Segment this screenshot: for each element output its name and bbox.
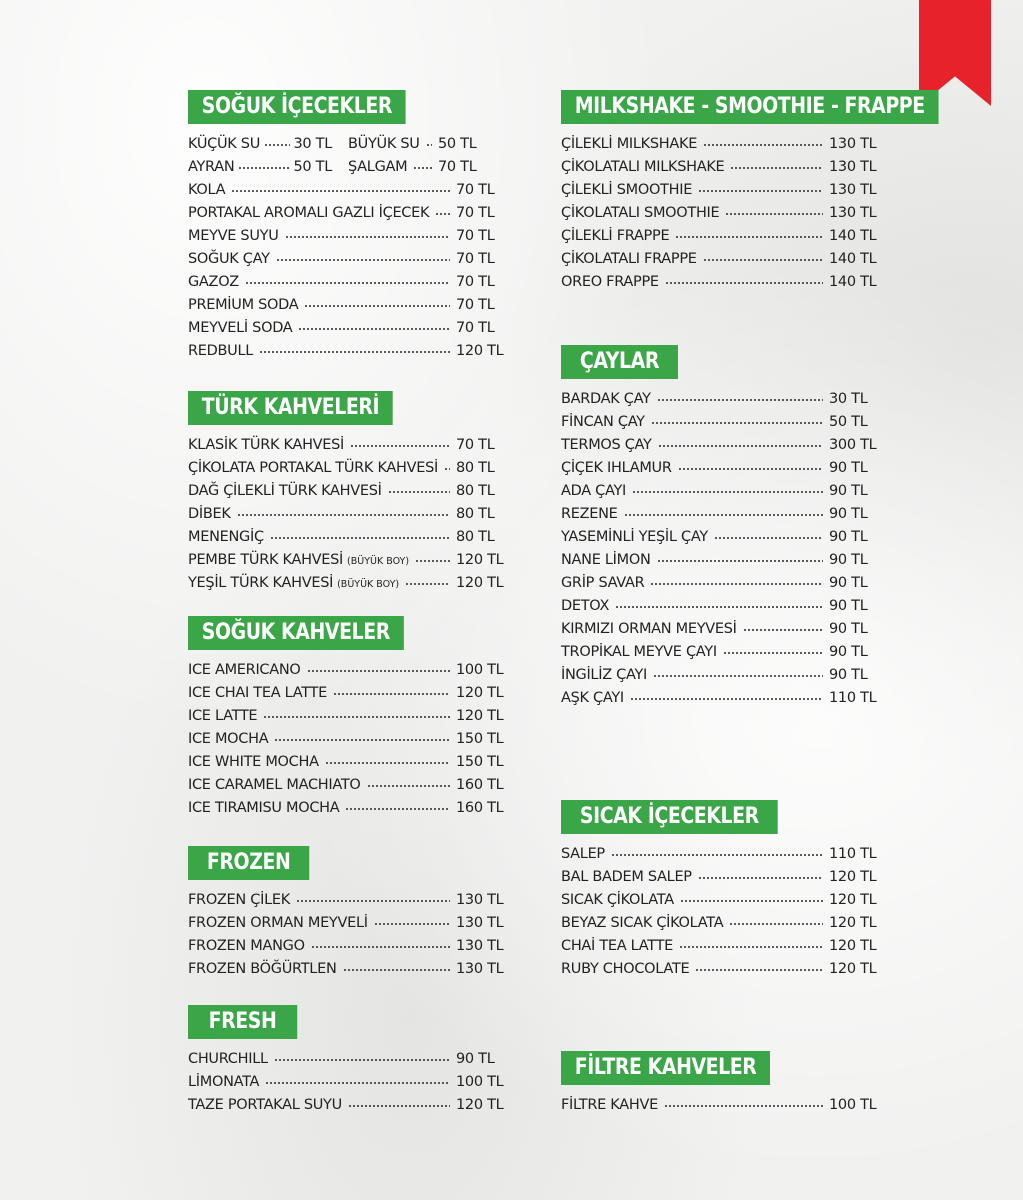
item-name: OREO FRAPPE bbox=[561, 274, 659, 290]
section-heading: FİLTRE KAHVELER bbox=[561, 1051, 770, 1085]
item-price: 90 TL bbox=[829, 667, 868, 683]
item-name: GAZOZ bbox=[188, 274, 239, 290]
item-name: LİMONATA bbox=[188, 1074, 260, 1090]
menu-item bbox=[561, 503, 891, 526]
item-price: 130 TL bbox=[456, 892, 504, 908]
dot-leader bbox=[296, 900, 450, 902]
item-price: 120 TL bbox=[829, 892, 877, 908]
menu-item bbox=[188, 179, 518, 202]
menu-section-cold-coffee bbox=[188, 616, 518, 820]
item-price: 120 TL bbox=[456, 685, 504, 701]
menu-item-pair bbox=[188, 156, 500, 179]
dot-leader bbox=[435, 213, 450, 215]
item-price: 120 TL bbox=[829, 961, 877, 977]
dot-leader bbox=[350, 445, 450, 447]
item-name: ICE AMERICANO bbox=[188, 662, 301, 678]
item-name: ÇİLEKLİ MILKSHAKE bbox=[561, 136, 698, 152]
dot-leader bbox=[714, 537, 823, 539]
menu-item bbox=[561, 687, 891, 710]
menu-section-turkish-coffee bbox=[188, 391, 518, 595]
item-price: 70 TL bbox=[456, 205, 495, 221]
dot-leader bbox=[611, 854, 823, 856]
item-name: PREMİUM SODA bbox=[188, 297, 299, 313]
dot-leader bbox=[664, 1105, 823, 1107]
item-name: ICE CHAI TEA LATTE bbox=[188, 685, 327, 701]
item-price: 120 TL bbox=[456, 552, 504, 568]
menu-item bbox=[188, 912, 518, 935]
menu-item bbox=[561, 912, 891, 935]
item-price: 100 TL bbox=[829, 1097, 877, 1113]
menu-item bbox=[561, 179, 891, 202]
item-price: 140 TL bbox=[829, 228, 877, 244]
item-name: YEŞİL TÜRK KAHVESİ bbox=[188, 575, 334, 591]
dot-leader bbox=[325, 762, 450, 764]
menu-item bbox=[188, 225, 518, 248]
item-name: SOĞUK ÇAY bbox=[188, 251, 270, 267]
dot-leader bbox=[415, 560, 450, 562]
dot-leader bbox=[274, 739, 450, 741]
item-name: ÇİKOLATA PORTAKAL TÜRK KAHVESİ bbox=[188, 460, 438, 476]
dot-leader bbox=[298, 328, 450, 330]
dot-leader bbox=[725, 213, 823, 215]
item-name: AYRAN bbox=[188, 159, 235, 175]
item-name: CHURCHILL bbox=[188, 1051, 268, 1067]
item-name: PORTAKAL AROMALI GAZLI İÇECEK bbox=[188, 205, 430, 221]
menu-section-filter-coffee bbox=[561, 1051, 891, 1117]
item-price: 70 TL bbox=[438, 159, 477, 175]
item-name: DİBEK bbox=[188, 506, 231, 522]
menu-item bbox=[188, 958, 518, 981]
dot-leader bbox=[367, 785, 450, 787]
dot-leader bbox=[259, 351, 450, 353]
item-price: 90 TL bbox=[829, 598, 868, 614]
dot-leader bbox=[388, 491, 450, 493]
dot-leader bbox=[657, 560, 823, 562]
dot-leader bbox=[265, 1082, 450, 1084]
item-price: 150 TL bbox=[456, 731, 504, 747]
item-price: 50 TL bbox=[438, 136, 477, 152]
section-heading: TÜRK KAHVELERİ bbox=[188, 391, 393, 425]
item-name: ÇİLEKLİ FRAPPE bbox=[561, 228, 670, 244]
menu-item bbox=[188, 889, 518, 912]
dot-leader bbox=[665, 282, 823, 284]
dot-leader bbox=[632, 491, 823, 493]
item-name: KOLA bbox=[188, 182, 226, 198]
item-price: 70 TL bbox=[456, 251, 495, 267]
item-name: TAZE PORTAKAL SUYU bbox=[188, 1097, 342, 1113]
dot-leader bbox=[680, 900, 823, 902]
item-size-note: (BÜYÜK BOY) bbox=[347, 556, 410, 567]
item-price: 110 TL bbox=[829, 690, 877, 706]
item-name: FROZEN ORMAN MEYVELİ bbox=[188, 915, 368, 931]
menu-item bbox=[561, 202, 891, 225]
item-name: MENENGİÇ bbox=[188, 529, 264, 545]
menu-item bbox=[188, 340, 518, 363]
menu-item bbox=[561, 664, 891, 687]
menu-item bbox=[561, 225, 891, 248]
item-name: AŞK ÇAYI bbox=[561, 690, 624, 706]
item-price: 90 TL bbox=[829, 644, 868, 660]
dot-leader bbox=[231, 190, 450, 192]
item-name: YASEMİNLİ YEŞİL ÇAY bbox=[561, 529, 708, 545]
item-name: SICAK ÇİKOLATA bbox=[561, 892, 674, 908]
dot-leader bbox=[311, 946, 450, 948]
item-price: 130 TL bbox=[829, 136, 877, 152]
item-price: 140 TL bbox=[829, 274, 877, 290]
item-name: TROPİKAL MEYVE ÇAYI bbox=[561, 644, 717, 660]
dot-leader bbox=[657, 399, 823, 401]
dot-leader bbox=[679, 946, 823, 948]
menu-item bbox=[561, 156, 891, 179]
item-price: 90 TL bbox=[829, 552, 868, 568]
menu-item bbox=[188, 1094, 518, 1117]
section-heading: FROZEN bbox=[188, 846, 309, 880]
dot-leader bbox=[743, 629, 823, 631]
dot-leader bbox=[444, 468, 450, 470]
item-name: ÇİÇEK IHLAMUR bbox=[561, 460, 672, 476]
dot-leader bbox=[413, 167, 432, 169]
item-name: ÇİKOLATALI SMOOTHIE bbox=[561, 205, 720, 221]
item-price: 70 TL bbox=[456, 437, 495, 453]
menu-section-milkshake bbox=[561, 90, 925, 294]
item-name: RUBY CHOCOLATE bbox=[561, 961, 690, 977]
menu-item bbox=[561, 549, 891, 572]
menu-section-teas bbox=[561, 345, 891, 710]
dot-leader bbox=[307, 670, 450, 672]
dot-leader bbox=[237, 514, 450, 516]
menu-section-cold-drinks bbox=[188, 90, 518, 363]
item-price: 80 TL bbox=[456, 483, 495, 499]
menu-item bbox=[188, 659, 518, 682]
dot-leader bbox=[695, 969, 823, 971]
menu-item bbox=[188, 1048, 518, 1071]
menu-item bbox=[561, 1094, 891, 1117]
menu-section-fresh bbox=[188, 1005, 518, 1117]
item-price: 70 TL bbox=[456, 320, 495, 336]
item-price: 120 TL bbox=[456, 708, 504, 724]
item-name: KÜÇÜK SU bbox=[188, 136, 261, 152]
dot-leader bbox=[264, 144, 289, 146]
menu-item bbox=[561, 457, 891, 480]
menu-item bbox=[188, 457, 518, 480]
item-price: 130 TL bbox=[456, 961, 504, 977]
menu-item bbox=[561, 411, 891, 434]
menu-item bbox=[561, 434, 891, 457]
item-price: 120 TL bbox=[456, 343, 504, 359]
dot-leader bbox=[730, 167, 823, 169]
item-price: 130 TL bbox=[456, 915, 504, 931]
item-price: 130 TL bbox=[456, 938, 504, 954]
item-price: 110 TL bbox=[829, 846, 877, 862]
dot-leader bbox=[426, 144, 432, 146]
item-name: REZENE bbox=[561, 506, 618, 522]
item-name: ADA ÇAYI bbox=[561, 483, 627, 499]
item-name: PEMBE TÜRK KAHVESİ bbox=[188, 552, 344, 568]
menu-item bbox=[561, 958, 891, 981]
item-price: 120 TL bbox=[456, 575, 504, 591]
section-heading: SICAK İÇECEKLER bbox=[561, 800, 778, 834]
menu-item-pair bbox=[188, 133, 500, 156]
item-name: NANE LİMON bbox=[561, 552, 651, 568]
item-price: 150 TL bbox=[456, 754, 504, 770]
item-price: 160 TL bbox=[456, 800, 504, 816]
item-price: 90 TL bbox=[829, 529, 868, 545]
item-name: DETOX bbox=[561, 598, 610, 614]
dot-leader bbox=[333, 693, 450, 695]
menu-item bbox=[188, 797, 518, 820]
item-name: REDBULL bbox=[188, 343, 254, 359]
dot-leader bbox=[650, 583, 823, 585]
item-price: 160 TL bbox=[456, 777, 504, 793]
dot-leader bbox=[238, 167, 289, 169]
item-price: 90 TL bbox=[829, 621, 868, 637]
item-name: FROZEN MANGO bbox=[188, 938, 305, 954]
dot-leader bbox=[698, 190, 823, 192]
item-price: 90 TL bbox=[456, 1051, 495, 1067]
menu-item bbox=[188, 202, 518, 225]
dot-leader bbox=[653, 675, 823, 677]
dot-leader bbox=[658, 445, 823, 447]
menu-item bbox=[188, 751, 518, 774]
dot-leader bbox=[274, 1059, 450, 1061]
dot-leader bbox=[624, 514, 823, 516]
menu-item bbox=[561, 843, 891, 866]
menu-item bbox=[561, 935, 891, 958]
menu-item bbox=[561, 572, 891, 595]
dot-leader bbox=[698, 877, 823, 879]
item-name: CHAİ TEA LATTE bbox=[561, 938, 674, 954]
item-name: FROZEN ÇİLEK bbox=[188, 892, 290, 908]
dot-leader bbox=[651, 422, 823, 424]
menu-item bbox=[188, 549, 518, 572]
dot-leader bbox=[703, 144, 823, 146]
menu-item bbox=[561, 618, 891, 641]
menu-item bbox=[188, 1071, 518, 1094]
item-price: 50 TL bbox=[293, 159, 332, 175]
item-name: ÇİKOLATALI MILKSHAKE bbox=[561, 159, 725, 175]
dot-leader bbox=[678, 468, 823, 470]
item-name: FROZEN BÖĞÜRTLEN bbox=[188, 961, 337, 977]
item-price: 130 TL bbox=[829, 159, 877, 175]
item-price: 50 TL bbox=[829, 414, 868, 430]
item-name: ICE MOCHA bbox=[188, 731, 269, 747]
dot-leader bbox=[405, 583, 450, 585]
item-name: BÜYÜK SU bbox=[348, 136, 420, 152]
item-name: ICE TIRAMISU MOCHA bbox=[188, 800, 340, 816]
menu-item bbox=[188, 294, 518, 317]
item-price: 80 TL bbox=[456, 506, 495, 522]
item-name: TERMOS ÇAY bbox=[561, 437, 652, 453]
item-name: ICE LATTE bbox=[188, 708, 258, 724]
dot-leader bbox=[630, 698, 823, 700]
item-price: 30 TL bbox=[829, 391, 868, 407]
menu-item bbox=[188, 503, 518, 526]
menu-item bbox=[188, 526, 518, 549]
dot-leader bbox=[263, 716, 450, 718]
item-price: 120 TL bbox=[829, 915, 877, 931]
menu-item bbox=[188, 271, 518, 294]
item-name: ÇİLEKLİ SMOOTHIE bbox=[561, 182, 693, 198]
menu-section-frozen bbox=[188, 846, 518, 981]
item-name: KIRMIZI ORMAN MEYVESİ bbox=[561, 621, 737, 637]
menu-item bbox=[188, 248, 518, 271]
item-price: 80 TL bbox=[456, 529, 495, 545]
item-price: 70 TL bbox=[456, 297, 495, 313]
dot-leader bbox=[276, 259, 450, 261]
item-name: ÇİKOLATALI FRAPPE bbox=[561, 251, 697, 267]
item-name: ICE CARAMEL MACHIATO bbox=[188, 777, 361, 793]
item-price: 120 TL bbox=[456, 1097, 504, 1113]
item-name: MEYVELİ SODA bbox=[188, 320, 293, 336]
item-price: 90 TL bbox=[829, 575, 868, 591]
dot-leader bbox=[245, 282, 450, 284]
menu-section-hot-drinks bbox=[561, 800, 891, 981]
section-heading: FRESH bbox=[188, 1005, 297, 1039]
dot-leader bbox=[270, 537, 450, 539]
item-name: İNGİLİZ ÇAYI bbox=[561, 667, 647, 683]
item-price: 130 TL bbox=[829, 182, 877, 198]
dot-leader bbox=[723, 652, 823, 654]
dot-leader bbox=[729, 923, 823, 925]
item-price: 140 TL bbox=[829, 251, 877, 267]
menu-item bbox=[561, 248, 891, 271]
item-price: 100 TL bbox=[456, 662, 504, 678]
item-price: 90 TL bbox=[829, 460, 868, 476]
item-name: ŞALGAM bbox=[348, 159, 408, 175]
dot-leader bbox=[348, 1105, 450, 1107]
item-price: 130 TL bbox=[829, 205, 877, 221]
menu-item bbox=[561, 595, 891, 618]
dot-leader bbox=[703, 259, 823, 261]
menu-item bbox=[188, 774, 518, 797]
item-price: 120 TL bbox=[829, 938, 877, 954]
dot-leader bbox=[345, 808, 450, 810]
menu-item bbox=[188, 317, 518, 340]
item-price: 100 TL bbox=[456, 1074, 504, 1090]
item-name: ICE WHITE MOCHA bbox=[188, 754, 319, 770]
item-price: 70 TL bbox=[456, 274, 495, 290]
item-price: 90 TL bbox=[829, 506, 868, 522]
item-price: 80 TL bbox=[456, 460, 495, 476]
menu-item bbox=[188, 572, 518, 595]
item-name: SALEP bbox=[561, 846, 605, 862]
dot-leader bbox=[374, 923, 450, 925]
menu-item bbox=[561, 133, 891, 156]
menu-item bbox=[561, 641, 891, 664]
menu-item bbox=[188, 705, 518, 728]
menu-item bbox=[561, 889, 891, 912]
item-name: KLASİK TÜRK KAHVESİ bbox=[188, 437, 345, 453]
section-heading: SOĞUK İÇECEKLER bbox=[188, 90, 406, 124]
menu-item bbox=[188, 434, 518, 457]
item-name: GRİP SAVAR bbox=[561, 575, 645, 591]
item-name: BAL BADEM SALEP bbox=[561, 869, 692, 885]
item-price: 70 TL bbox=[456, 182, 495, 198]
item-name: FİLTRE KAHVE bbox=[561, 1097, 658, 1113]
menu-item bbox=[188, 480, 518, 503]
item-name: DAĞ ÇİLEKLİ TÜRK KAHVESİ bbox=[188, 483, 382, 499]
menu-item bbox=[188, 682, 518, 705]
item-price: 30 TL bbox=[293, 136, 332, 152]
item-price: 70 TL bbox=[456, 228, 495, 244]
item-name: BEYAZ SICAK ÇİKOLATA bbox=[561, 915, 724, 931]
menu-item bbox=[188, 728, 518, 751]
item-price: 120 TL bbox=[829, 869, 877, 885]
item-price: 90 TL bbox=[829, 483, 868, 499]
menu-item bbox=[188, 935, 518, 958]
section-heading: MILKSHAKE - SMOOTHIE - FRAPPE bbox=[561, 90, 938, 124]
menu-item bbox=[561, 388, 891, 411]
item-name: BARDAK ÇAY bbox=[561, 391, 651, 407]
menu-item bbox=[561, 526, 891, 549]
menu-item bbox=[561, 480, 891, 503]
dot-leader bbox=[304, 305, 450, 307]
item-name: MEYVE SUYU bbox=[188, 228, 279, 244]
dot-leader bbox=[675, 236, 823, 238]
item-size-note: (BÜYÜK BOY) bbox=[337, 579, 400, 590]
menu-item bbox=[561, 866, 891, 889]
dot-leader bbox=[615, 606, 823, 608]
dot-leader bbox=[285, 236, 450, 238]
item-name: FİNCAN ÇAY bbox=[561, 414, 645, 430]
item-price: 300 TL bbox=[829, 437, 877, 453]
section-heading: SOĞUK KAHVELER bbox=[188, 616, 404, 650]
dot-leader bbox=[343, 969, 451, 971]
section-heading: ÇAYLAR bbox=[561, 345, 678, 379]
menu-item bbox=[561, 271, 891, 294]
